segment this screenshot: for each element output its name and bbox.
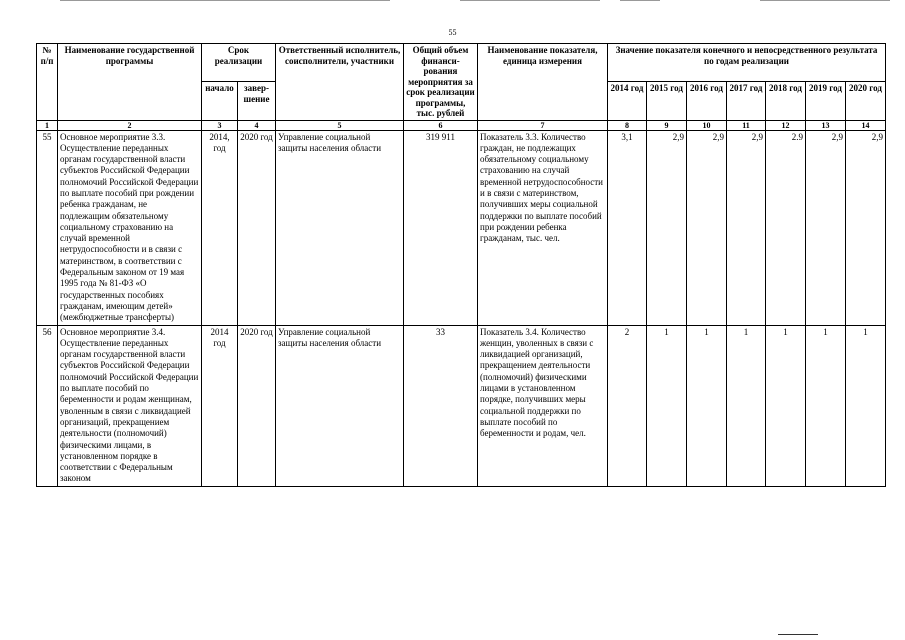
table-row (37, 325, 886, 486)
value-2014: 3,1 (608, 130, 647, 325)
column-number: 3 (202, 120, 238, 130)
indicator: Показатель 3.3. Количество граждан, не подлежащих обязательному социальному страхованию на случай временной нетрудоспособности и в связи с материнством, получивших меры социальной поддержки по выплате пособий при рождении ребенка гражданам, тыс. чел. (478, 130, 608, 325)
top-rule (60, 0, 890, 3)
value-2016: 2,9 (687, 130, 727, 325)
column-number: 4 (238, 120, 276, 130)
header-year: 2016 год (687, 82, 727, 120)
row-num: 55 (37, 130, 58, 325)
term-start: 2014 год (202, 325, 238, 486)
header-num: № п/п (37, 44, 58, 121)
value-2015: 1 (647, 325, 687, 486)
value-2017: 1 (727, 325, 766, 486)
program-table (36, 43, 886, 487)
header-executor: Ответственный исполнитель, соисполнители, участники (276, 44, 404, 121)
term-end: 2020 год (238, 130, 276, 325)
column-number: 5 (276, 120, 404, 130)
header-year: 2018 год (766, 82, 806, 120)
header-term-end: завер-шение (238, 82, 276, 120)
volume: 319 911 (404, 130, 478, 325)
value-2014: 2 (608, 325, 647, 486)
page-number: 55 (448, 28, 457, 37)
column-number: 10 (687, 120, 727, 130)
header-values: Значение показателя конечного и непосредственного результата по годам реализации (608, 44, 886, 82)
header-term-start: начало (202, 82, 238, 120)
header-year: 2015 год (647, 82, 687, 120)
value-2020: 2,9 (846, 130, 886, 325)
executor: Управление социальной защиты населения области (276, 325, 404, 486)
program-name: Основное мероприятие 3.3. Осуществление переданных органам государственной власти субъектов Российской Федерации полномочий Российской Федерации по выплате пособий при рождении ребенка гражданам, не подлежащим обязательному социальному страхованию на случай временной нетрудоспособности и в связи с материнством, в соответствии с Федеральным законом от 19 мая 1995 года № 81-ФЗ «О государственных пособиях гражданам, имеющим детей» (межбюджетные трансферты) (58, 130, 202, 325)
program-name: Основное мероприятие 3.4. Осуществление переданных органам государственной власти субъектов Российской Федерации полномочий Российской Федерации по выплате пособий по беременности и родам женщинам, уволенным в связи с ликвидацией организаций, прекращением деятельности (полномочий) физическими лицами, в установленном порядке в соответствии с Федеральным законом (58, 325, 202, 486)
term-end: 2020 год (238, 325, 276, 486)
column-number: 7 (478, 120, 608, 130)
column-number: 13 (806, 120, 846, 130)
value-2018: 2.9 (766, 130, 806, 325)
column-number: 11 (727, 120, 766, 130)
indicator: Показатель 3.4. Количество женщин, уволенных в связи с ликвидацией организаций, прекращением деятельности (полномочий) физическими лицами в установленном порядке, получивших меры социальной поддержки по выплате пособий по беременности и родам, чел. (478, 325, 608, 486)
bottom-rule (778, 634, 818, 635)
term-start: 2014, год (202, 130, 238, 325)
value-2019: 1 (806, 325, 846, 486)
value-2017: 2,9 (727, 130, 766, 325)
column-number: 14 (846, 120, 886, 130)
executor: Управление социальной защиты населения области (276, 130, 404, 325)
header-year: 2014 год (608, 82, 647, 120)
column-number: 9 (647, 120, 687, 130)
header-year: 2019 год (806, 82, 846, 120)
header-row (37, 44, 886, 82)
value-2018: 1 (766, 325, 806, 486)
header-year: 2017 год (727, 82, 766, 120)
header-year: 2020 год (846, 82, 886, 120)
header-volume: Общий объем финанси-рования мероприятия за срок реализации программы, тыс. рублей (404, 44, 478, 121)
value-2015: 2,9 (647, 130, 687, 325)
column-number: 12 (766, 120, 806, 130)
column-number: 2 (58, 120, 202, 130)
value-2016: 1 (687, 325, 727, 486)
header-program: Наименование государственной программы (58, 44, 202, 121)
header-term: Срок реализации (202, 44, 276, 82)
value-2020: 1 (846, 325, 886, 486)
column-number: 8 (608, 120, 647, 130)
value-2019: 2,9 (806, 130, 846, 325)
row-num: 56 (37, 325, 58, 486)
table-row (37, 130, 886, 325)
column-number: 6 (404, 120, 478, 130)
volume: 33 (404, 325, 478, 486)
column-number-row (37, 120, 886, 130)
column-number: 1 (37, 120, 58, 130)
header-indicator: Наименование показателя, единица измерения (478, 44, 608, 121)
